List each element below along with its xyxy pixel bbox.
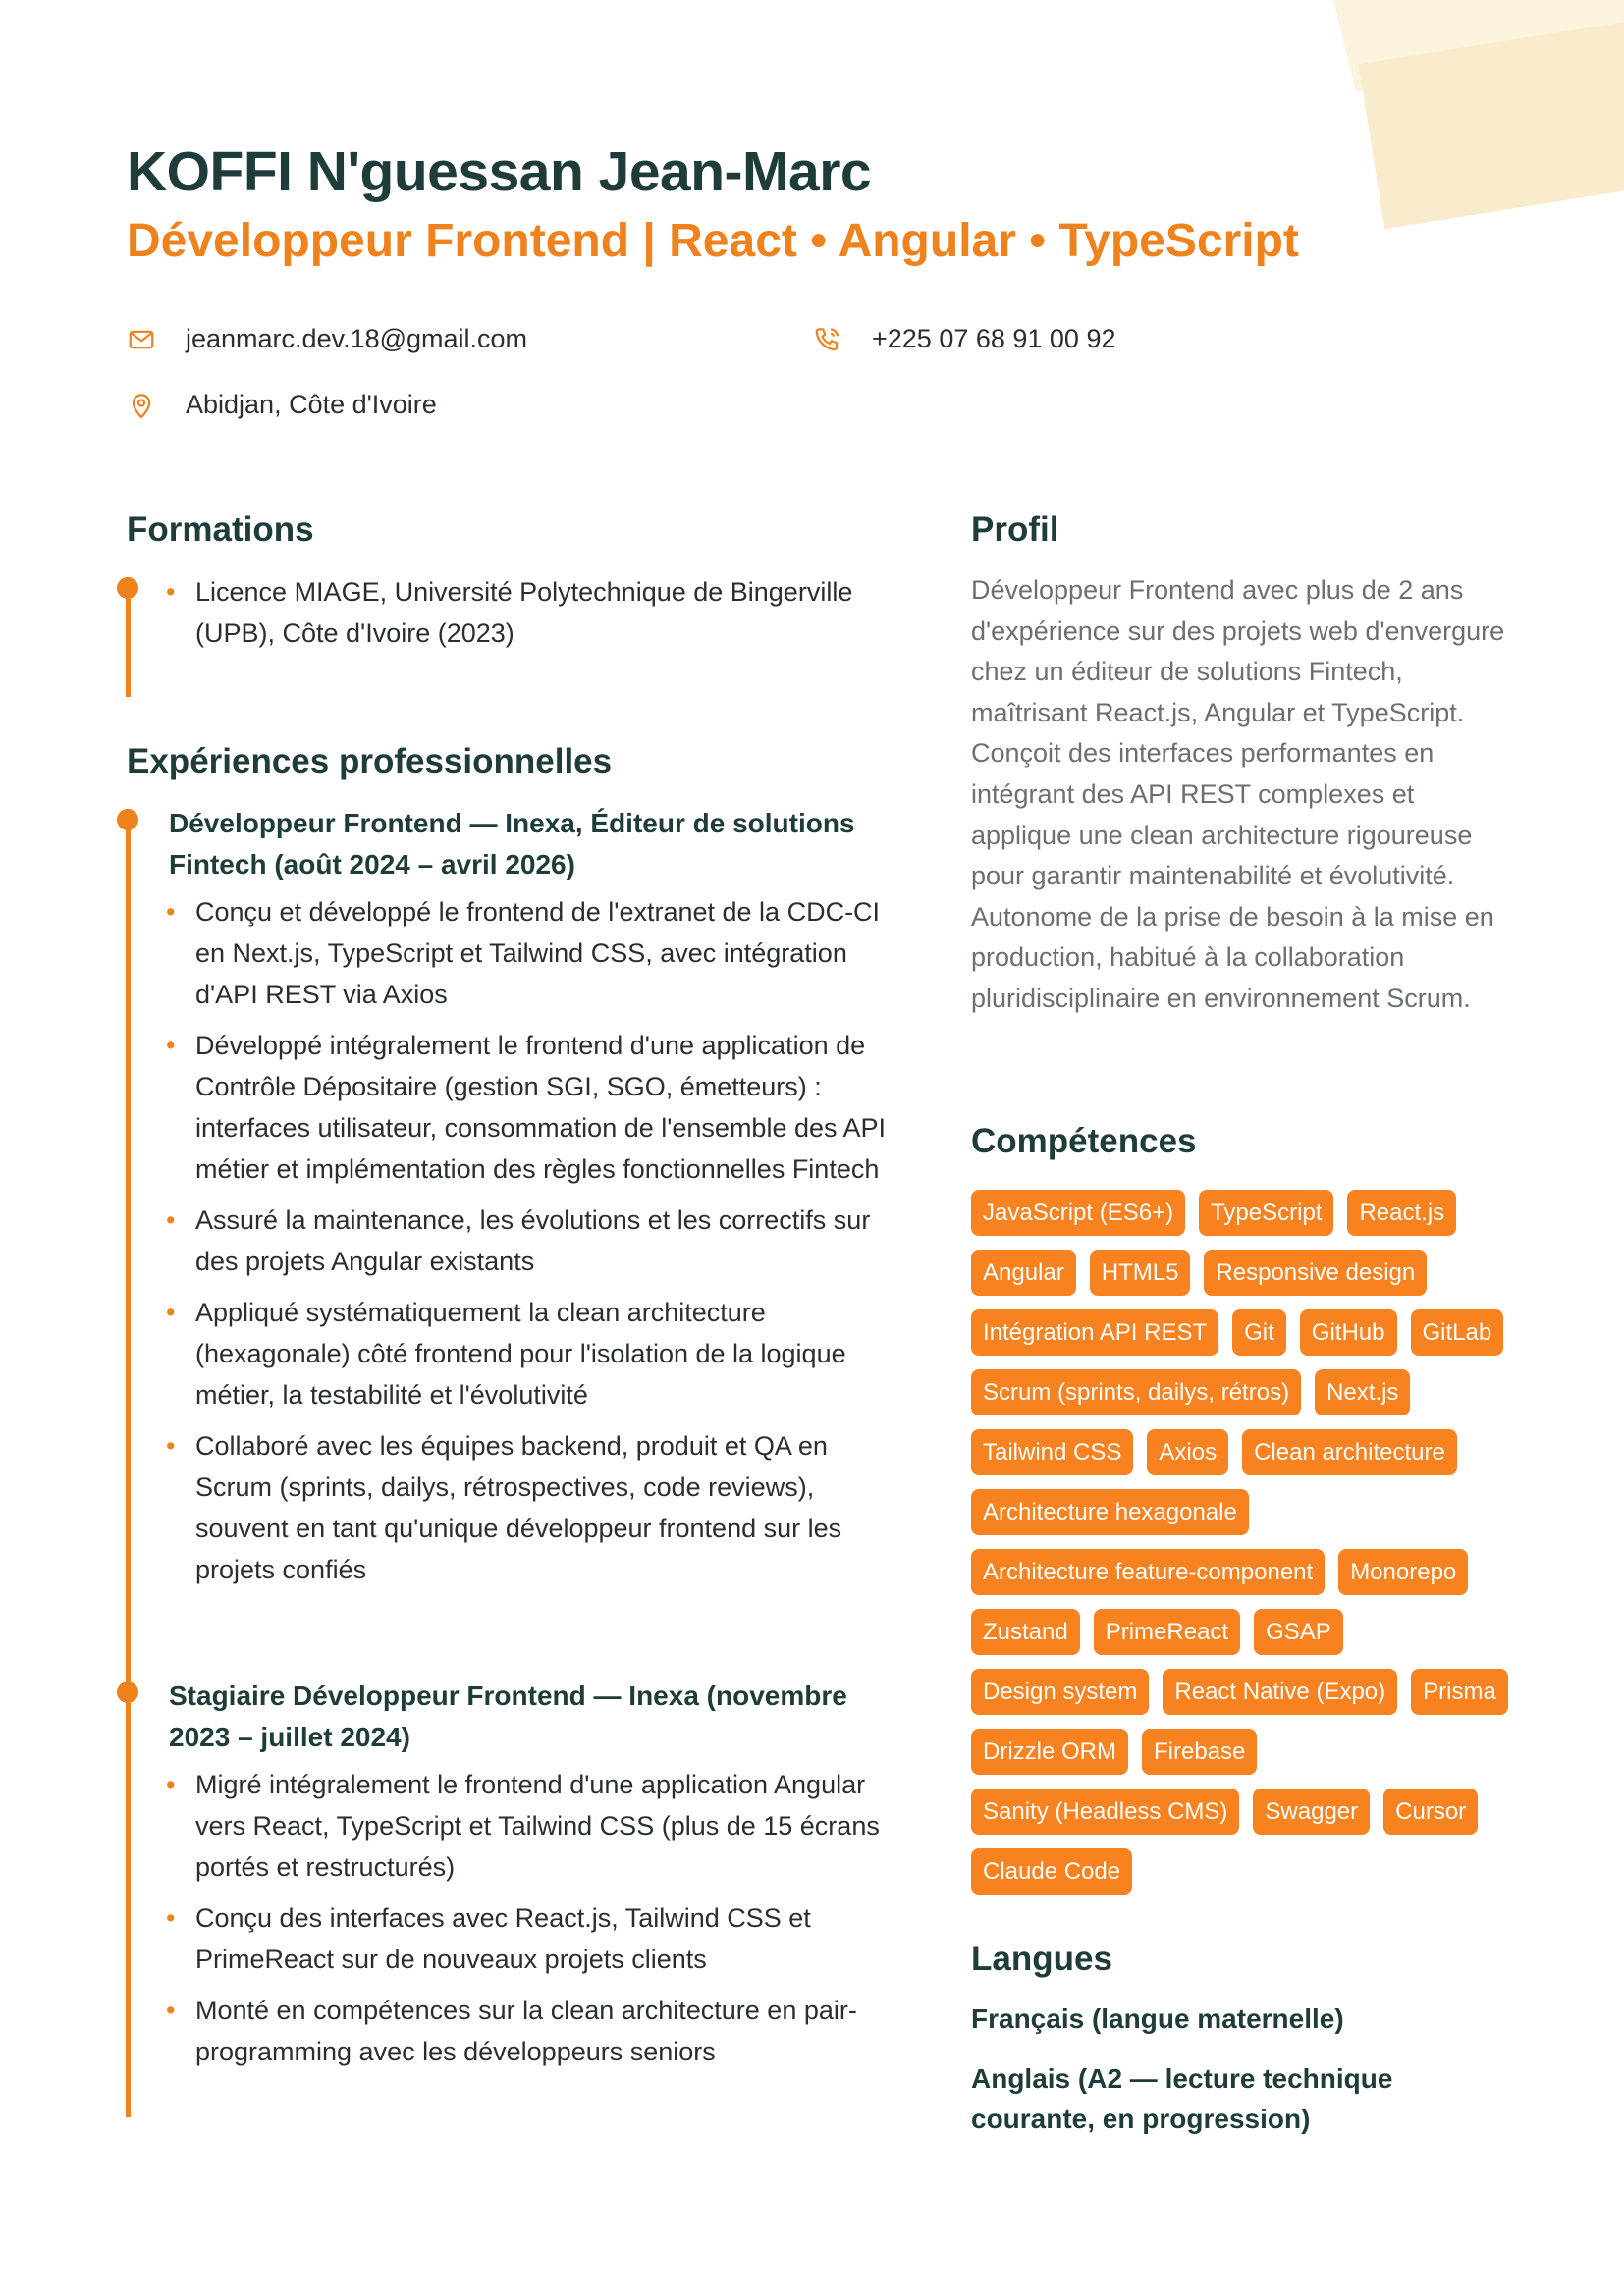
skill-tag: GSAP xyxy=(1254,1609,1343,1655)
skill-tag: Firebase xyxy=(1142,1729,1257,1775)
skill-tag: Intégration API REST xyxy=(971,1309,1218,1356)
skill-tag: GitLab xyxy=(1411,1309,1504,1356)
skill-tag: Zustand xyxy=(971,1609,1080,1655)
language-item: Anglais (A2 — lecture technique courante, en progression) xyxy=(971,2063,1393,2134)
skill-tag: Git xyxy=(1232,1309,1286,1356)
location-text: Abidjan, Côte d'Ivoire xyxy=(186,390,437,419)
skill-tag: Tailwind CSS xyxy=(971,1429,1133,1475)
skill-tag: JavaScript (ES6+) xyxy=(971,1190,1185,1236)
profil-text: Développeur Frontend avec plus de 2 ans d'expérience sur des projets web d'envergure chez un éditeur de solutions Fintech, maîtrisant React.js, Angular et TypeScript. Conçoit des interfaces performantes en intégrant des API REST complexes et applique une clean architecture rigoureuse pour garantir maintenabilité et évolutivité. Autonome de la prise de besoin à la mise en production, habitué à la collaboration pluridisciplinaire en environnement Scrum. xyxy=(971,575,1505,1013)
list-item: • Assuré la maintenance, les évolutions et les correctifs sur des projets Angular existants xyxy=(164,1200,900,1282)
contact-location xyxy=(127,390,437,420)
skill-tag: React Native (Expo) xyxy=(1163,1669,1397,1715)
skill-tag: Design system xyxy=(971,1669,1149,1715)
skill-tag: Architecture hexagonale xyxy=(971,1489,1249,1535)
mail-icon xyxy=(127,325,156,354)
skill-tag: TypeScript xyxy=(1199,1190,1333,1236)
phone-icon xyxy=(813,325,842,354)
language-item: Français (langue maternelle) xyxy=(971,2003,1344,2034)
timeline-dot xyxy=(117,809,138,830)
skill-tag: PrimeReact xyxy=(1094,1609,1240,1655)
list-item: • Conçu des interfaces avec React.js, Tailwind CSS et PrimeReact sur de nouveaux projets clients xyxy=(164,1897,900,1980)
formations-list xyxy=(164,571,900,664)
phone-text: +225 07 68 91 00 92 xyxy=(872,324,1116,353)
skills-tag-list xyxy=(971,1190,1521,1895)
timeline-dot xyxy=(117,577,138,599)
skill-tag: Sanity (Headless CMS) xyxy=(971,1789,1239,1835)
candidate-name: KOFFI N'guessan Jean-Marc xyxy=(127,140,872,203)
skill-tag: HTML5 xyxy=(1090,1250,1191,1296)
skill-tag: Prisma xyxy=(1411,1669,1508,1715)
skill-tag: React.js xyxy=(1347,1190,1456,1236)
list-item: • Développé intégralement le frontend d'une application de Contrôle Dépositaire (gestion SGI, SGO, émetteurs) : interfaces utilisateur, consommation de l'ensemble des API métier et implémentation des règles fonctionnelles Fintech xyxy=(164,1025,900,1190)
contact-email xyxy=(127,324,527,354)
experiences-heading: Expériences professionnelles xyxy=(127,742,613,780)
skill-tag: Responsive design xyxy=(1204,1250,1427,1296)
skill-tag: Drizzle ORM xyxy=(971,1729,1128,1775)
competences-heading: Compétences xyxy=(971,1122,1197,1160)
email-text: jeanmarc.dev.18@gmail.com xyxy=(186,324,528,353)
candidate-title: Développeur Frontend | React • Angular • TypeScript xyxy=(127,215,1299,267)
skill-tag: Clean architecture xyxy=(1242,1429,1457,1475)
skill-tag: Angular xyxy=(971,1250,1076,1296)
skill-tag: Swagger xyxy=(1253,1789,1370,1835)
skill-tag: Next.js xyxy=(1315,1369,1410,1415)
list-item: • Migré intégralement le frontend d'une application Angular vers React, TypeScript et Tailwind CSS (plus de 15 écrans portés et restructurés) xyxy=(164,1764,900,1888)
list-item: • Conçu et développé le frontend de l'extranet de la CDC-CI en Next.js, TypeScript et Tailwind CSS, avec intégration d'API REST via Axios xyxy=(164,891,900,1015)
location-pin-icon xyxy=(127,391,156,420)
formations-heading: Formations xyxy=(127,510,314,549)
timeline-dot xyxy=(117,1682,138,1703)
job-bullets xyxy=(164,1764,900,2082)
contact-phone xyxy=(813,324,1115,354)
skill-tag: Axios xyxy=(1147,1429,1228,1475)
skill-tag: GitHub xyxy=(1300,1309,1397,1356)
skill-tag: Architecture feature-component xyxy=(971,1549,1325,1595)
langues-heading: Langues xyxy=(971,1940,1112,1978)
skill-tag: Cursor xyxy=(1383,1789,1478,1835)
list-item: • Licence MIAGE, Université Polytechnique de Bingerville (UPB), Côte d'Ivoire (2023) xyxy=(164,571,900,654)
profil-heading: Profil xyxy=(971,510,1059,549)
list-item: • Appliqué systématiquement la clean architecture (hexagonale) côté frontend pour l'isolation de la logique métier, la testabilité et l'évolutivité xyxy=(164,1292,900,1415)
list-item: • Collaboré avec les équipes backend, produit et QA en Scrum (sprints, dailys, rétrospectives, code reviews), souvent en tant qu'unique développeur frontend sur les projets confiés xyxy=(164,1425,900,1590)
list-item: • Monté en compétences sur la clean architecture en pair-programming avec les développeurs seniors xyxy=(164,1990,900,2072)
job-title: Développeur Frontend — Inexa, Éditeur de solutions Fintech (août 2024 – avril 2026) xyxy=(169,808,855,880)
job-title: Stagiaire Développeur Frontend — Inexa (novembre 2023 – juillet 2024) xyxy=(169,1681,847,1752)
skill-tag: Monorepo xyxy=(1338,1549,1468,1595)
job-bullets xyxy=(164,891,900,1600)
skill-tag: Scrum (sprints, dailys, rétros) xyxy=(971,1369,1301,1415)
skill-tag: Claude Code xyxy=(971,1848,1132,1895)
experiences-timeline xyxy=(126,809,131,2117)
